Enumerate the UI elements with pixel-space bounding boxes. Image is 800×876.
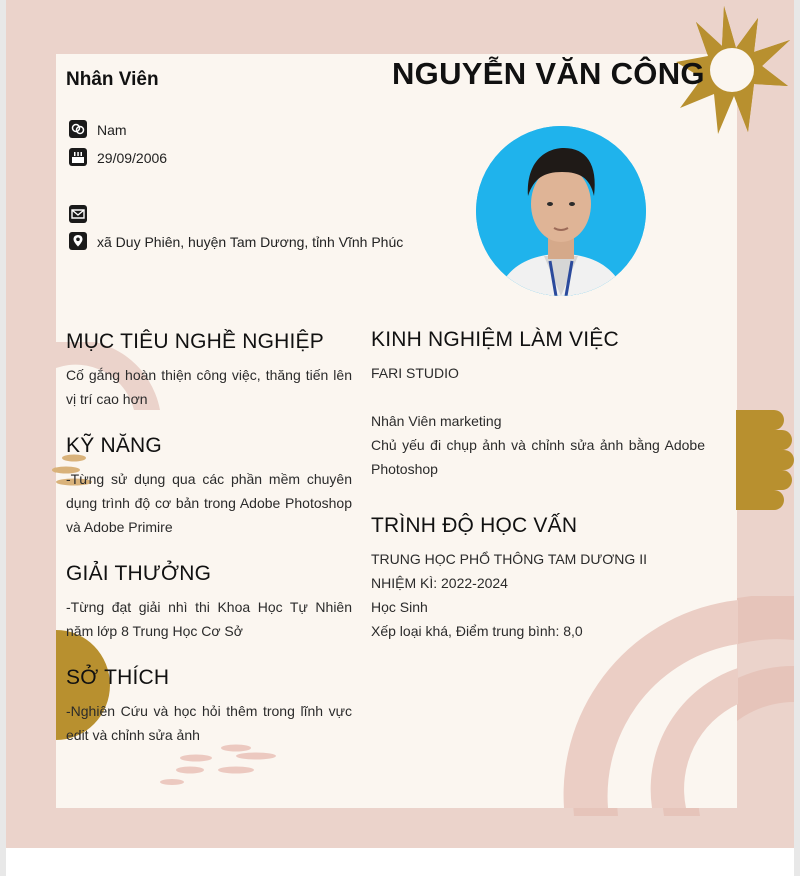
gender-icon — [69, 120, 87, 138]
gender-value: Nam — [97, 122, 127, 138]
email-icon — [69, 205, 87, 223]
birthday-cake-icon — [69, 148, 87, 166]
awards-text: -Từng đạt giải nhì thi Khoa Học Tự Nhiên năm lớp 8 Trung Học Cơ Sở — [66, 599, 352, 639]
avatar — [476, 126, 646, 296]
job-role: Nhân Viên — [66, 69, 159, 90]
candidate-name: NGUYỄN VĂN CÔNG — [392, 56, 705, 91]
grade-text: Xếp loại khá, Điểm trung bình: 8,0 — [371, 623, 583, 639]
company-name: FARI STUDIO — [371, 365, 459, 381]
school-name: TRUNG HỌC PHỔ THÔNG TAM DƯƠNG II — [371, 551, 647, 567]
school-term: NHIỆM KÌ: 2022-2024 — [371, 575, 508, 591]
address-value: xã Duy Phiên, huyện Tam Dương, tỉnh Vĩnh Phúc — [97, 234, 404, 250]
right-gold-overlay — [736, 410, 782, 514]
skills-heading: KỸ NĂNG — [66, 434, 162, 457]
hobbies-text: -Nghiên Cứu và học hỏi thêm trong lĩnh vực edit và chỉnh sửa ảnh — [66, 703, 352, 743]
awards-heading: GIẢI THƯỞNG — [66, 562, 212, 585]
student-status: Học Sinh — [371, 599, 428, 615]
dash-overlay-bottom — [152, 742, 282, 792]
location-pin-icon — [69, 232, 87, 250]
job-position: Nhân Viên marketing — [371, 413, 502, 429]
objective-text: Cố gắng hoàn thiện công việc, thăng tiến lên vị trí cao hơn — [66, 367, 352, 407]
hobbies-heading: SỞ THÍCH — [66, 666, 170, 689]
page-bottom-strip — [6, 848, 794, 876]
objective-heading: MỤC TIÊU NGHỀ NGHIỆP — [66, 330, 324, 353]
experience-heading: KINH NGHIỆM LÀM VIỆC — [371, 328, 619, 351]
portrait-photo — [476, 126, 646, 296]
education-heading: TRÌNH ĐỘ HỌC VẤN — [371, 514, 578, 537]
skills-text: -Từng sử dụng qua các phần mềm chuyên dụng trình độ cơ bản trong Adobe Photoshop và Adobe Primire — [66, 471, 352, 535]
job-duty: Chủ yếu đi chụp ảnh và chỉnh sửa ảnh bằng Adobe Photoshop — [371, 437, 705, 477]
birthday-value: 29/09/2006 — [97, 150, 168, 166]
